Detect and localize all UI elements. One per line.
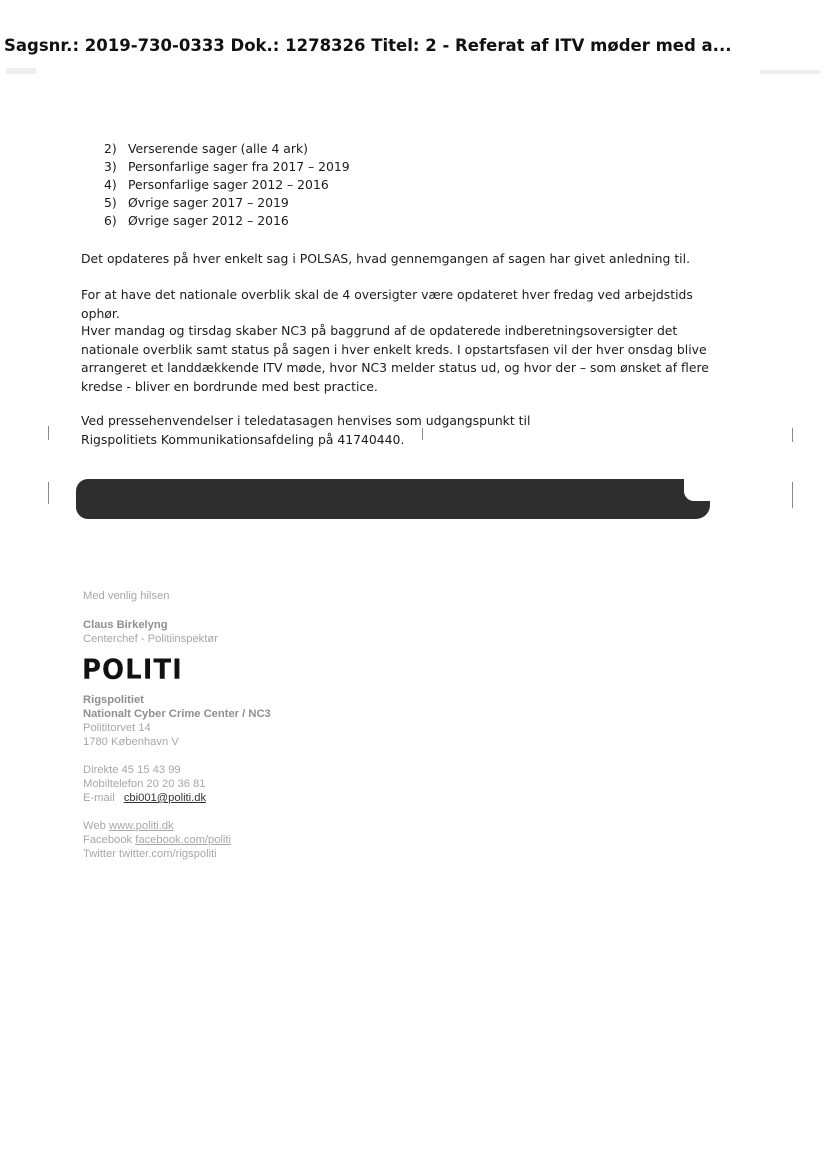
email-line [83, 791, 206, 805]
margin-mark [48, 482, 49, 504]
scan-smudge [760, 70, 820, 74]
web-link[interactable]: www.politi.dk [108, 820, 174, 832]
list-item: 5) Øvrige sager 2017 – 2019 [104, 195, 289, 210]
twitter-line: Twitter twitter.com/rigspoliti [83, 848, 217, 860]
list-item: 6) Øvrige sager 2012 – 2016 [104, 213, 289, 228]
margin-mark [792, 428, 793, 442]
paragraph: Hver mandag og tirsdag skaber NC3 på baggrund af de opdaterede indberetningsoversigter det nationale overblik samt status på sagen i hver enkelt kreds. I opstartsfasen vil der hver onsdag blive arrangeret et landdækkende ITV møde, hvor NC3 melder status ud, og hvor der – som ønsket af flere kredse - bliver en bordrunde med best practice. [81, 323, 709, 394]
facebook-line [83, 833, 231, 847]
email-label: E-mail [83, 792, 115, 804]
web-label: Web [83, 820, 106, 832]
facebook-label: Facebook [83, 834, 133, 846]
redaction-block [76, 479, 710, 519]
case-list [104, 140, 350, 230]
margin-mark [422, 428, 423, 440]
scan-smudge [6, 68, 36, 74]
greeting: Med venlig hilsen [83, 590, 170, 602]
document-header: Sagsnr.: 2019-730-0333 Dok.: 1278326 Titel: 2 - Referat af ITV møder med a... [4, 36, 732, 55]
signer-name: Claus Birkelyng [83, 619, 168, 631]
mobile-phone: Mobiltelefon 20 20 36 81 [83, 778, 206, 790]
unit-name: Nationalt Cyber Crime Center / NC3 [83, 708, 271, 720]
signer-role: Centerchef - Politiinspektør [83, 633, 218, 645]
paragraph: Det opdateres på hver enkelt sag i POLSAS, hvad gennemgangen af sagen har givet anledning til. [81, 251, 691, 266]
list-item: 3) Personfarlige sager fra 2017 – 2019 [104, 159, 350, 174]
politi-logo: POLITI [82, 654, 183, 686]
margin-mark [792, 482, 793, 508]
list-item: 4) Personfarlige sager 2012 – 2016 [104, 177, 329, 192]
facebook-link[interactable]: facebook.com/politi [135, 834, 232, 846]
email-link[interactable]: cbi001@politi.dk [123, 792, 207, 804]
margin-mark [48, 426, 49, 440]
address-street: Polititorvet 14 [83, 722, 151, 734]
address-city: 1780 København V [83, 736, 179, 748]
direct-phone: Direkte 45 15 43 99 [83, 764, 181, 776]
list-item: 2) Verserende sager (alle 4 ark) [104, 141, 308, 156]
paragraph: Ved pressehenvendelser i teledatasagen henvises som udgangspunkt til Rigspolitiets Kommunikationsafdeling på 41740440. [81, 413, 531, 447]
web-line [83, 819, 174, 833]
org-name: Rigspolitiet [83, 694, 144, 706]
paragraph: For at have det nationale overblik skal de 4 oversigter være opdateret hver fredag ved arbejdstids ophør. [81, 287, 693, 321]
